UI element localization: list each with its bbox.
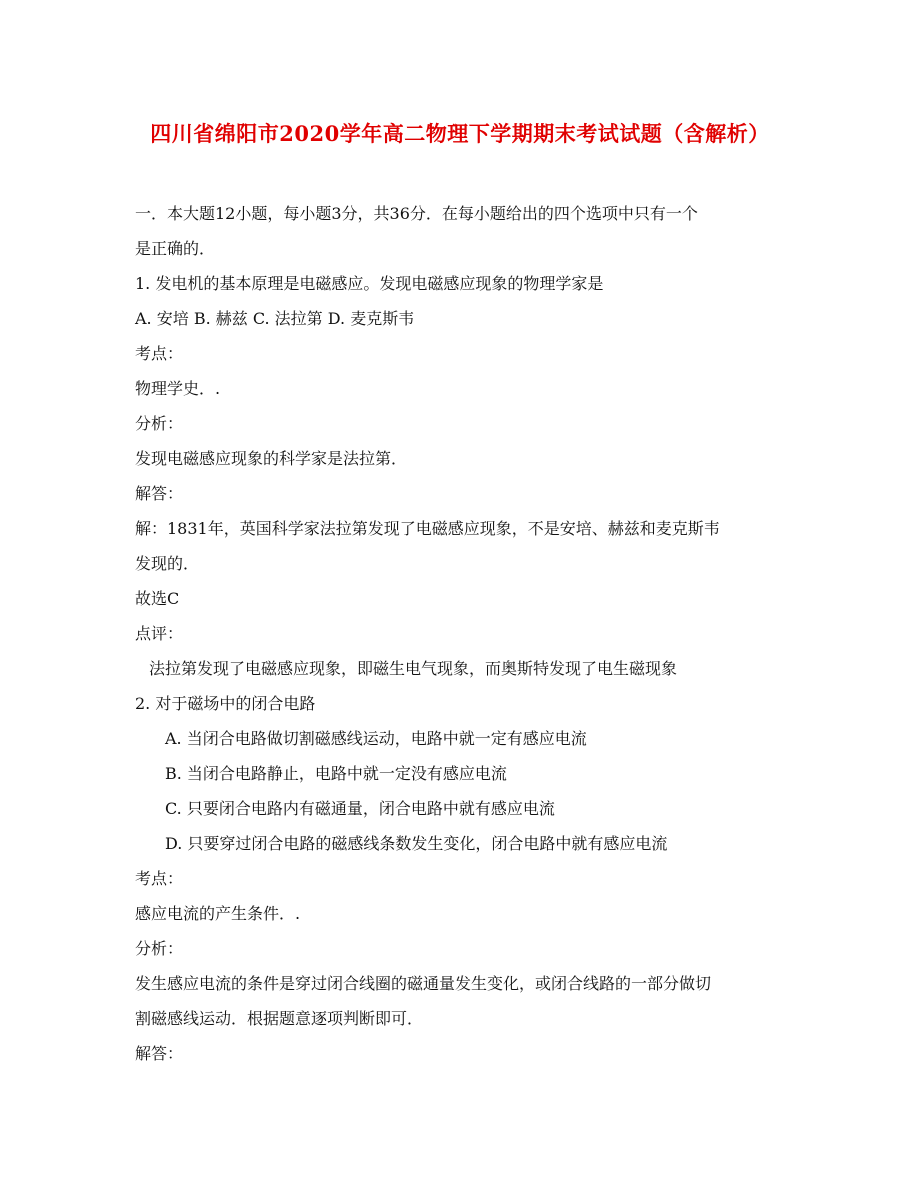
q1-kaodian-label: 考点： — [135, 344, 184, 363]
q2-jieda-label: 解答： — [135, 1044, 184, 1063]
q1-jieda-line-2: 发现的． — [135, 554, 200, 573]
q1-options: A. 安培 B. 赫兹 C. 法拉第 D. 麦克斯韦 — [135, 309, 415, 328]
document-title: 四川省绵阳市2020学年高二物理下学期期末考试试题（含解析） — [150, 121, 770, 146]
q2-stem: 2. 对于磁场中的闭合电路 — [135, 694, 316, 713]
document-body — [135, 196, 795, 1071]
q1-fenxi-label: 分析： — [135, 414, 184, 433]
q2-option-c: C. 只要闭合电路内有磁通量，闭合电路中就有感应电流 — [165, 799, 555, 818]
q1-jieda-line-1: 解：1831年，英国科学家法拉第发现了电磁感应现象，不是安培、赫兹和麦克斯韦 — [135, 519, 720, 538]
q1-stem: 1. 发电机的基本原理是电磁感应。发现电磁感应现象的物理学家是 — [135, 274, 604, 293]
q2-option-b: B. 当闭合电路静止，电路中就一定没有感应电流 — [165, 764, 507, 783]
section-header-line-2: 是正确的． — [135, 239, 216, 258]
q1-dianping-label: 点评： — [135, 624, 184, 643]
q2-kaodian-label: 考点： — [135, 869, 184, 888]
q2-option-a: A. 当闭合电路做切割磁感线运动，电路中就一定有感应电流 — [165, 729, 587, 748]
q1-jieda-label: 解答： — [135, 484, 184, 503]
q2-fenxi-line-2: 割磁感线运动．根据题意逐项判断即可． — [135, 1009, 424, 1028]
q2-fenxi-label: 分析： — [135, 939, 184, 958]
q2-fenxi-line-1: 发生感应电流的条件是穿过闭合线圈的磁通量发生变化，或闭合线路的一部分做切 — [135, 974, 712, 993]
q1-dianping: 法拉第发现了电磁感应现象，即磁生电气现象，而奥斯特发现了电生磁现象 — [149, 659, 678, 678]
q1-kaodian: 物理学史．. — [135, 379, 221, 398]
q1-fenxi: 发现电磁感应现象的科学家是法拉第． — [135, 449, 408, 468]
section-header-line-1: 一．本大题12小题，每小题3分，共36分．在每小题给出的四个选项中只有一个 — [135, 204, 698, 223]
q2-option-d: D. 只要穿过闭合电路的磁感线条数发生变化，闭合电路中就有感应电流 — [165, 834, 668, 853]
q1-answer: 故选C — [135, 589, 180, 608]
q2-kaodian: 感应电流的产生条件．. — [135, 904, 301, 923]
